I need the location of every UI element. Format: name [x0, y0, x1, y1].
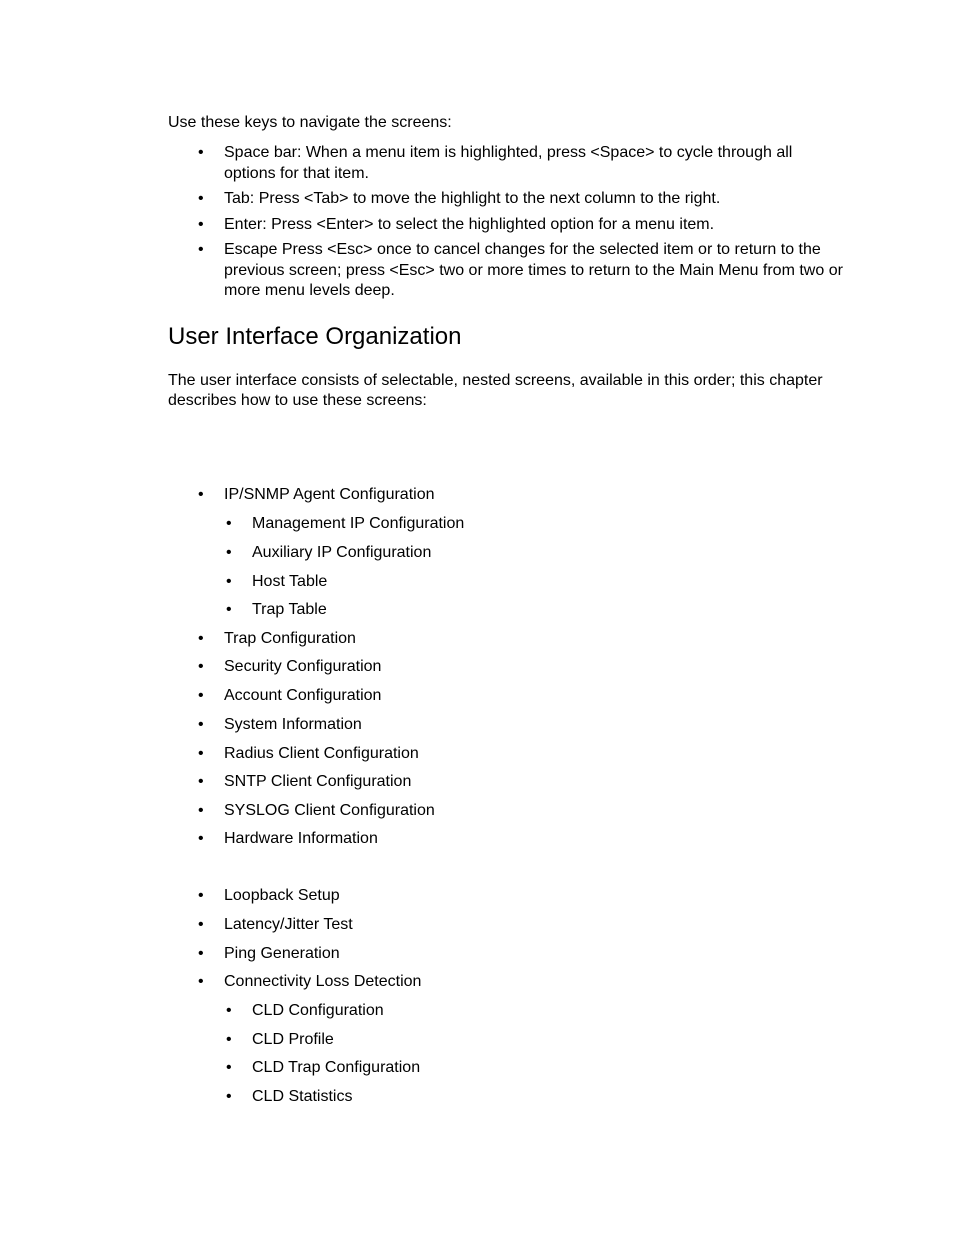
- list-item: IP/SNMP Agent Configuration: [224, 486, 435, 503]
- bullet-icon: •: [198, 630, 204, 647]
- menu-item-sntp-client: [198, 772, 412, 792]
- menu-item-ip-snmp-agent: [198, 485, 435, 505]
- submenu-item-host-table: [226, 572, 328, 592]
- menu-item-radius-client: [198, 744, 419, 764]
- list-item: CLD Profile: [252, 1031, 334, 1048]
- bullet-icon: •: [226, 1031, 232, 1048]
- bullet-icon: •: [198, 745, 204, 762]
- submenu-item-cld-profile: [226, 1030, 334, 1050]
- list-item: SNTP Client Configuration: [224, 773, 412, 790]
- list-item: Trap Table: [252, 601, 327, 618]
- menu-item-system-information: [198, 715, 362, 735]
- bullet-icon: •: [198, 215, 204, 233]
- submenu-item-trap-table: [226, 600, 327, 620]
- intro-text: Use these keys to navigate the screens:: [168, 114, 452, 131]
- navigation-keys-list: [168, 143, 848, 307]
- submenu-item-management-ip: [226, 514, 465, 534]
- menu-item-syslog-client: [198, 801, 435, 821]
- list-item: SYSLOG Client Configuration: [224, 802, 435, 819]
- list-item: Radius Client Configuration: [224, 745, 419, 762]
- list-item: Latency/Jitter Test: [224, 916, 353, 933]
- bullet-icon: •: [226, 1059, 232, 1076]
- bullet-icon: •: [198, 687, 204, 704]
- bullet-icon: •: [198, 830, 204, 847]
- menu-item-loopback-setup: [198, 886, 340, 906]
- bullet-icon: •: [198, 802, 204, 819]
- list-item: Connectivity Loss Detection: [224, 973, 422, 990]
- menu-item-security-configuration: [198, 657, 382, 677]
- bullet-icon: •: [226, 544, 232, 561]
- menu-item-connectivity-loss-detection: [198, 972, 422, 992]
- bullet-icon: •: [198, 945, 204, 962]
- bullet-icon: •: [198, 716, 204, 733]
- key-enter-text: Enter: Press <Enter> to select the highlighted option for a menu item.: [224, 215, 715, 233]
- section-heading: User Interface Organization: [168, 323, 462, 350]
- list-item: Hardware Information: [224, 830, 378, 847]
- menu-item-latency-jitter-test: [198, 915, 353, 935]
- bullet-icon: •: [198, 658, 204, 675]
- list-item: System Information: [224, 716, 362, 733]
- list-item: Ping Generation: [224, 945, 340, 962]
- bullet-icon: •: [226, 601, 232, 618]
- list-item: Host Table: [252, 573, 328, 590]
- bullet-icon: •: [198, 144, 204, 161]
- list-item: Management IP Configuration: [252, 515, 465, 532]
- list-item: Account Configuration: [224, 687, 382, 704]
- bullet-icon: •: [198, 773, 204, 790]
- bullet-icon: •: [226, 515, 232, 532]
- list-item: Trap Configuration: [224, 630, 356, 647]
- menu-item-account-configuration: [198, 686, 382, 706]
- bullet-icon: •: [226, 573, 232, 590]
- list-item: [168, 240, 848, 302]
- list-item: [168, 189, 848, 210]
- menu-item-ping-generation: [198, 944, 340, 964]
- list-item: CLD Statistics: [252, 1088, 353, 1105]
- bullet-icon: •: [198, 887, 204, 904]
- key-space-text: Space bar: When a menu item is highlighted, press <Space> to cycle through all options for that item.: [224, 144, 793, 182]
- section-description: The user interface consists of selectable, nested screens, available in this order; this chapter describes how to use these screens:: [168, 372, 823, 409]
- submenu-item-auxiliary-ip: [226, 543, 432, 563]
- submenu-item-cld-configuration: [226, 1001, 384, 1021]
- list-item: [168, 215, 848, 236]
- bullet-icon: •: [198, 190, 204, 207]
- submenu-item-cld-trap-configuration: [226, 1058, 421, 1078]
- bullet-icon: •: [198, 973, 204, 990]
- key-tab-text: Tab: Press <Tab> to move the highlight to the next column to the right.: [224, 190, 721, 207]
- submenu-item-cld-statistics: [226, 1087, 353, 1107]
- menu-item-hardware-information: [198, 829, 378, 849]
- menu-item-trap-configuration: [198, 629, 356, 649]
- list-item: Auxiliary IP Configuration: [252, 544, 432, 561]
- list-item: CLD Configuration: [252, 1002, 384, 1019]
- list-item: [168, 143, 848, 184]
- list-item: CLD Trap Configuration: [252, 1059, 421, 1076]
- list-item: Security Configuration: [224, 658, 382, 675]
- bullet-icon: •: [198, 486, 204, 503]
- list-item: Loopback Setup: [224, 887, 340, 904]
- key-escape-text: Escape Press <Esc> once to cancel changes for the selected item or to return to the previous screen; press <Esc> two or more times to return to the Main Menu from two or more menu levels deep.: [224, 241, 843, 299]
- bullet-icon: •: [198, 916, 204, 933]
- bullet-icon: •: [226, 1002, 232, 1019]
- bullet-icon: •: [226, 1088, 232, 1105]
- bullet-icon: •: [198, 241, 204, 258]
